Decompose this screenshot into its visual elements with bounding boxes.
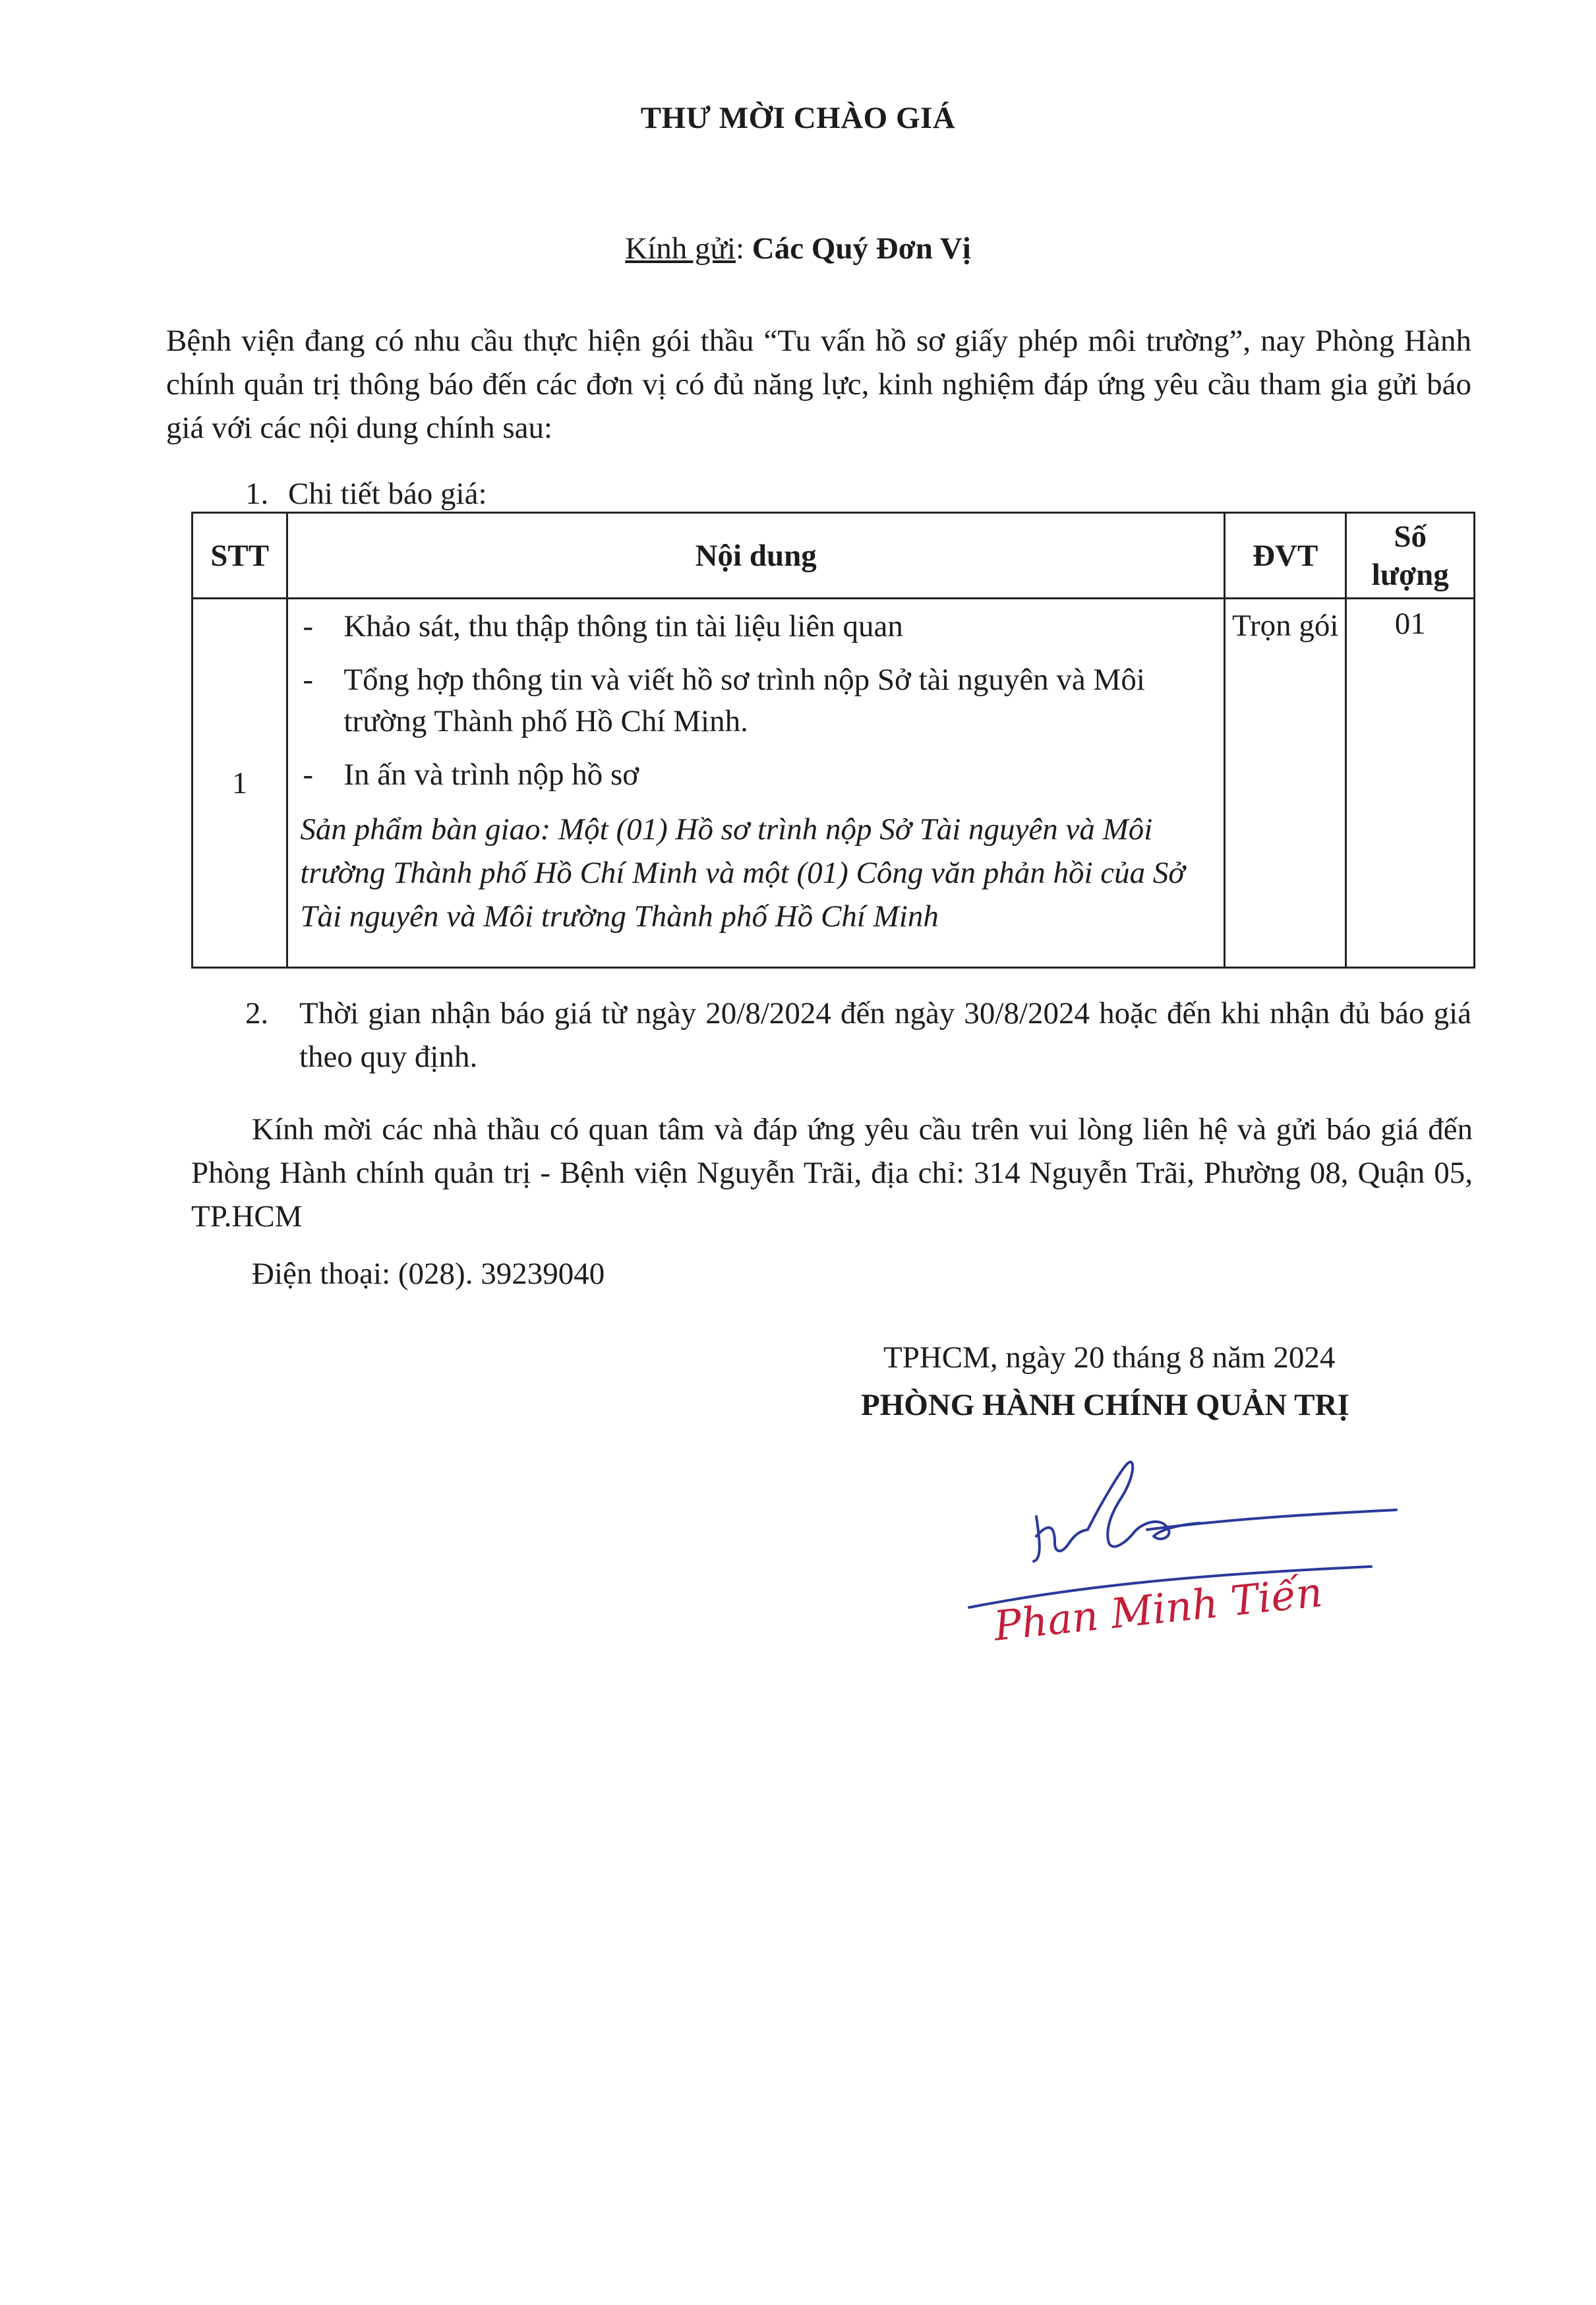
header-qty: Số lượng	[1346, 513, 1475, 599]
greeting-colon: :	[735, 231, 745, 266]
greeting-recipient: Các Quý Đơn Vị	[752, 231, 971, 266]
quote-table	[191, 512, 1475, 969]
row-unit: Trọn gói	[1225, 599, 1346, 968]
phone-line: Điện thoại: (028). 39239040	[252, 1257, 605, 1291]
list-item: - Khảo sát, thu thập thông tin tài liệu liên quan	[300, 606, 1205, 647]
list-item-text: Khảo sát, thu thập thông tin tài liệu liên quan	[343, 609, 903, 644]
signature-department: PHÒNG HÀNH CHÍNH QUẢN TRỊ	[861, 1388, 1349, 1422]
list-item-text: In ấn và trình nộp hồ sơ	[343, 758, 639, 792]
section-1-text: Chi tiết báo giá:	[288, 477, 487, 511]
table-row	[192, 599, 1475, 968]
section-2	[245, 992, 1471, 1079]
invite-paragraph: Kính mời các nhà thầu có quan tâm và đáp ứng yêu cầu trên vui lòng liên hệ và gửi báo giá đến Phòng Hành chính quản trị - Bệnh viện Nguyễn Trãi, địa chỉ: 314 Nguyễn Trãi, Phường 08, Quận 05, TP.HCM	[191, 1112, 1473, 1234]
list-item: - In ấn và trình nộp hồ sơ	[300, 754, 1205, 796]
page-title: THƯ MỜI CHÀO GIÁ	[640, 101, 956, 135]
row-stt: 1	[192, 599, 287, 968]
section-1-heading	[245, 476, 487, 512]
section-2-number: 2.	[245, 996, 269, 1031]
signature-name: Phan Minh Tiến	[991, 1567, 1325, 1650]
table-header-row	[192, 513, 1475, 599]
header-content: Nội dung	[287, 513, 1225, 599]
list-item-text: Tổng hợp thông tin và viết hồ sơ trình nộp Sở tài nguyên và Môi trường Thành phố Hồ Chí Minh.	[343, 663, 1145, 738]
greeting-label: Kính gửi	[625, 231, 736, 266]
section-2-text: Thời gian nhận báo giá từ ngày 20/8/2024 đến ngày 30/8/2024 hoặc đến khi nhận đủ báo giá theo quy định.	[299, 996, 1471, 1074]
deliverable-note: Sản phẩm bàn giao: Một (01) Hồ sơ trình nộp Sở Tài nguyên và Môi trường Thành phố Hồ Chí Minh và một (01) Công văn phản hồi của Sở Tài nguyên và Môi trường Thành phố Hồ Chí Minh	[300, 812, 1185, 934]
list-item: - Tổng hợp thông tin và viết hồ sơ trình nộp Sở tài nguyên và Môi trường Thành phố Hồ Chí Minh.	[300, 659, 1205, 742]
header-stt: STT	[192, 513, 287, 599]
intro-paragraph: Bệnh viện đang có nhu cầu thực hiện gói thầu “Tu vấn hồ sơ giấy phép môi trường”, nay Phòng Hành chính quản trị thông báo đến các đơn vị có đủ năng lực, kinh nghiệm đáp ứng yêu cầu tham gia gửi báo giá với các nội dung chính sau:	[166, 324, 1471, 445]
section-1-number: 1.	[245, 477, 269, 511]
greeting-line	[0, 231, 1596, 266]
signature-date: TPHCM, ngày 20 tháng 8 năm 2024	[883, 1340, 1336, 1375]
header-unit: ĐVT	[1225, 513, 1346, 599]
row-content	[287, 599, 1225, 968]
row-qty: 01	[1346, 599, 1475, 968]
